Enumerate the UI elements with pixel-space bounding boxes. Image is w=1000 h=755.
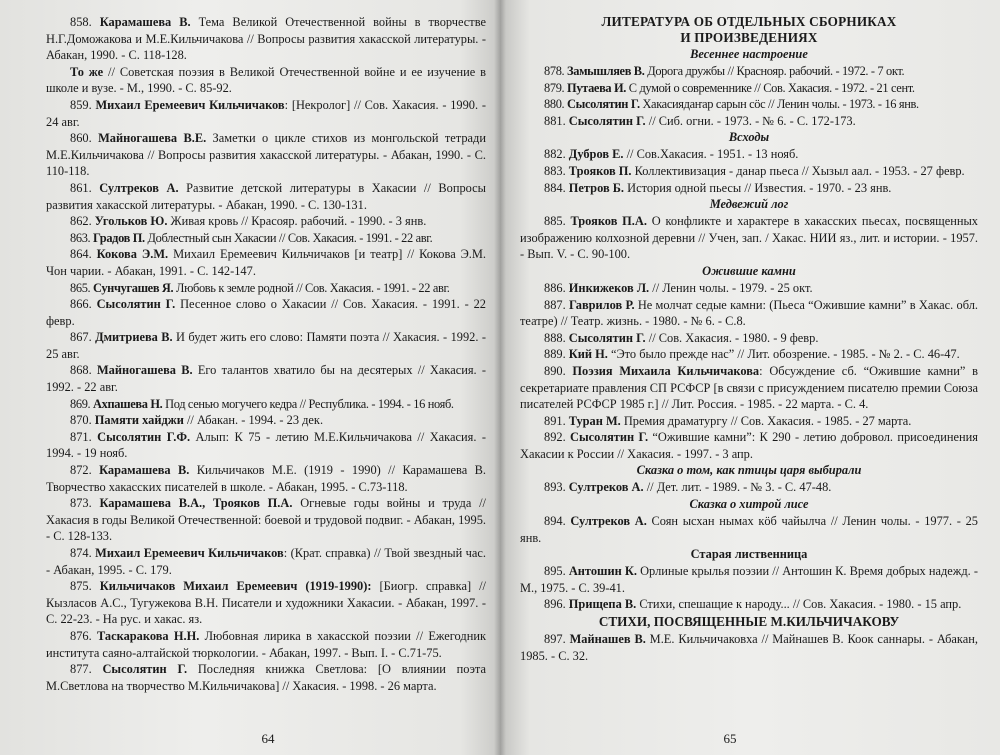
bibliography-entry [520,213,978,263]
entry-author: Майнашев В. [569,632,646,647]
bibliography-entry [46,230,486,247]
entry-number: 869. [70,396,91,411]
bibliography-entry [46,412,486,429]
entry-author: Замышляев В. [567,64,645,78]
entry-number: 870. [70,413,92,428]
entry-author: Султреков А. [570,514,647,529]
entry-number: 865. [70,280,91,295]
entry-text: // Сиб. огни. - 1973. - № 6. - С. 172-173. [645,113,856,128]
entry-number: 895. [544,564,566,579]
entry-text: Дорога дружбы // Краснояр. рабочий. - 1972. - 7 окт. [644,64,905,78]
left-entries-list [46,14,486,694]
entry-author: Карамашева В. [99,463,190,478]
entry-author: Гаврилов Р. [568,297,635,312]
entry-author: Инкижеков Л. [568,280,650,295]
bibliography-entry [46,628,486,661]
entry-text: Огневые годы войны и труда // Хакасия в годы Великой Отечественной: боевой и трудовой подвиг. - Абакан, 1995. - С. 128-133. [46,496,486,544]
entry-text: Песенное слово о Хакасии // Сов. Хакасия. - 1991. - 22 февр. [46,297,486,328]
entry-text: // Сов. Хакасия. - 1980. - 9 февр. [645,330,819,345]
subsection-heading: Старая лиственница [690,547,808,562]
entry-author: Кий Н. [568,347,608,362]
bibliography-entry [46,545,486,578]
bibliography-entry [46,578,486,628]
bibliography-entry [46,180,486,213]
bibliography-entry [520,96,978,113]
entry-number: 882. [544,147,566,162]
entry-author: Сысолятин Г. [96,297,176,312]
entry-number: 863. [70,230,91,245]
entry-text: // Дет. лит. - 1989. - № 3. - С. 47-48. [643,480,832,495]
entry-number: 868. [70,363,92,378]
entry-text: // Сов.Хакасия. - 1951. - 13 нояб. [623,147,799,162]
entry-number: 874. [70,546,92,560]
bibliography-entry [46,429,486,462]
entry-text: : [Некролог] // Сов. Хакасия. - 1990. - 24 авг. [46,97,486,129]
entry-number: 879. [544,80,565,95]
entry-text: “Это было прежде нас” // Лит. обозрение. - 1985. - № 2. - С. 46-47. [607,347,960,362]
entry-author: Сысолятин Г.Ф. [97,429,191,444]
entry-number: 894. [544,514,566,529]
bibliography-entry [520,297,978,330]
entry-author: Антошин К. [568,564,637,579]
entry-author: Петров Б. [568,180,625,195]
entry-text: Кильчичаков М.Е. (1919 - 1990) // Карамашева В. Творчество хакасских писателей в школе. - Абакан, 1995. - С.73-118. [46,463,486,494]
right-sections-list [520,46,978,664]
entry-number: 878. [544,64,565,78]
bibliography-entry [46,246,486,279]
bibliography-entry [520,363,978,413]
entry-text: Под сенью могучего кедра // Республика. - 1994. - 16 нояб. [162,396,454,411]
entry-number: 890. [544,363,566,378]
bibliography-entry [46,97,486,130]
bibliography-entry [520,63,978,80]
entry-number: 889. [544,347,566,362]
bibliography-entry [46,495,486,545]
entry-number: 871. [70,429,92,444]
entry-author: Майногашева В. [96,363,193,378]
bibliography-entry [520,163,978,180]
entry-number: 872. [70,463,92,478]
entry-author: Трояков П. [568,163,632,178]
bibliography-entry [46,213,486,230]
entry-number: 884. [544,180,566,195]
entry-author: Градов П. [93,230,145,245]
entry-author: Дмитриева В. [95,330,173,345]
entry-text: Хакасиядаҥар сарын сӧс // Ленин чолы. - 1973. - 16 янв. [639,97,919,112]
entry-author: Путаева И. [567,80,627,95]
entry-number: 885. [544,214,566,229]
entry-text: Заметки о цикле стихов из монгольской тетради М.Е.Кильчичакова // Вопросы развития хакасской литературы. - Абакан, 1990. - С. 110-118. [46,131,486,179]
bibliography-entry [520,413,978,430]
entry-text: “Ожившие камни”: К 290 - летию добровол. присоединения Хакасии к России // Хакасия. - 1997. - 3 апр. [520,430,978,461]
entry-number: 896. [544,597,566,612]
entry-author: Султреков А. [568,480,644,495]
entry-text: История одной пьесы // Известия. - 1970. - 23 янв. [624,180,892,195]
bibliography-entry [46,130,486,180]
bibliography-entry [46,329,486,362]
entry-text: Последняя книжка Светлова: [О влиянии поэта М.Светлова на творчество М.Кильчичакова] // Хакасия. - 1998. - 26 марта. [46,662,486,693]
entry-number: 861. [70,180,92,195]
entry-number: 880. [544,97,565,112]
entry-author: Кильчичаков Михаил Еремеевич (1919-1990): [99,579,372,594]
entry-number: 891. [544,413,566,428]
entry-text: Соян ысхан нымах кӧб чайылча // Ленин чолы. - 1977. - 25 янв. [520,514,978,545]
entry-text: М.Е. Кильчичаковха // Майнашев В. Коок саннары. - Абакан, 1985. - С. 32. [520,632,978,663]
entry-author: Трояков П.А. [570,214,647,229]
entry-author: Кокова Э.М. [96,247,169,262]
entry-number: 897. [544,632,566,647]
bibliography-entry [46,14,486,64]
entry-author: Туран М. [568,413,621,428]
entry-author: Майногашева В.Е. [98,131,207,146]
bibliography-entry [520,479,978,496]
bibliography-entry [46,362,486,395]
entry-author: Таскаракова Н.Н. [96,628,200,643]
entry-author: Сысолятин Г. [568,330,646,345]
book-gutter [494,0,506,755]
subsection-heading: Ожившие камни [702,263,796,278]
entry-author: Сысолятин Г. [570,430,649,445]
entry-text: // Ленин чолы. - 1979. - 25 окт. [649,280,813,295]
entry-author: Сысолятин Г. [568,113,646,128]
entry-author: Прищепа В. [568,597,637,612]
entry-text: Его талантов хватило бы на десятерых // Хакасия. - 1992. - 22 авг. [46,363,486,395]
entry-author: Карамашева В.А., Трояков П.А. [99,496,293,511]
entry-number: 881. [544,113,566,128]
bibliography-entry [46,396,486,413]
entry-number: 876. [70,628,92,643]
bibliography-entry [520,631,978,664]
entry-number: 886. [544,280,566,295]
entry-text: Доблестный сын Хакасии // Сов. Хакасия. - 1991. - 22 авг. [144,230,433,245]
entry-text: Любовная лирика в хакасской поэзии // Ежегодник института саяно-алтайской тюркологии. - Абакан, 1997. - Вып. I. - С.71-75. [46,628,486,660]
subsection-heading: Сказка о том, как птицы царя выбирали [636,463,862,478]
entry-author: Михаил Еремеевич Кильчичаков [95,97,285,112]
bibliography-entry [520,280,978,297]
entry-text: // Абакан. - 1994. - 23 дек. [183,413,324,428]
entry-text: : Обсуждение сб. “Ожившие камни” в секретариате правления СП РСФСР [в связи с присуждением писателю премии Союза писателей РСФСР 1985 г.] // Лит. Россия. - 1985. - 22 марта. - С. 4. [520,363,978,412]
bibliography-entry [520,113,978,130]
page-number-right: 65 [723,731,737,746]
entry-number: 866. [70,297,92,312]
entry-number: 888. [544,330,566,345]
entry-number: 883. [544,163,566,178]
entry-number: 887. [544,297,566,312]
entry-number: 860. [70,131,92,146]
bibliography-entry [46,64,486,97]
entry-text: Орлиные крылья поэзии // Антошин К. Время добрых надежд. - М., 1975. - С. 39-41. [520,564,979,595]
subsection-heading: Медвежий лог [709,197,789,212]
entry-number: 873. [70,496,92,511]
entry-number: 858. [70,15,92,29]
section-title-line2: И ПРОИЗВЕДЕНИЯХ [680,30,818,45]
entry-number: 892. [544,430,566,445]
entry-text: Михаил Еремеевич Кильчичаков [и театр] // Кокова Э.М. Чон чарии. - Абакан, 1991. - С. 142-147. [46,247,487,278]
bibliography-entry [520,146,978,163]
entry-author: Сысолятин Г. [567,97,640,112]
entry-text: Премия драматургу // Сов. Хакасия. - 1985. - 27 марта. [620,413,912,428]
entry-author: Памяти хайджи [94,413,184,428]
entry-text: Не молчат седые камни: (Пьеса “Ожившие камни” в Хакас. обл. театре) // Театр. жизнь. - 1980. - № 6. - С.8. [520,297,978,329]
bibliography-entry [520,180,978,197]
bibliography-entry [520,429,978,462]
bibliography-entry [520,346,978,363]
entry-text: Тема Великой Отечественной войны в творчестве Н.Г.Доможакова и М.Е.Кильчичакова // Вопросы развития хакасской литературы. - Абакан, 1990. - С. 118-128. [46,15,487,63]
entry-number: 864. [70,247,92,262]
entry-author: Угольков Ю. [94,214,168,229]
entry-text: И будет жить его слово: Памяти поэта // Хакасия. - 1992. - 25 авг. [46,330,486,361]
entry-number: 893. [544,480,566,495]
entry-text: Развитие детской литературы в Хакасии // Вопросы развития хакасской литературы. - Абакан, 1990. - С. 130-131. [46,180,486,212]
entry-author: Сысолятин Г. [102,662,188,677]
entry-number: 867. [70,330,92,345]
entry-author: Дубров Е. [568,147,624,162]
entry-text: Стихи, спешащие к народу... // Сов. Хакасия. - 1980. - 15 апр. [636,597,962,612]
entry-author: Карамашева В. [99,15,191,29]
entry-author: Ахпашева Н. [93,396,163,411]
bibliography-entry [520,513,978,546]
entry-author: Поэзия Михаила Кильчичакова [572,363,760,378]
subsection-heading: Сказка о хитрой лисе [689,497,809,512]
bibliography-entry [520,563,978,596]
entry-text: С думой о современнике // Сов. Хакасия. - 1972. - 21 сент. [626,80,915,95]
entry-text: // Советская поэзия в Великой Отечественной войне и ее изучение в школе и вузе. - М., 1990. - С. 85-92. [46,64,486,96]
entry-number: 859. [70,97,92,112]
bibliography-entry [520,80,978,97]
entry-number: 875. [70,579,92,594]
entry-text: [Биогр. справка] // Кызласов А.С., Тугужекова В.Н. Писатели и художники Хакасии. - Абакан, 1997. - С. 22-23. - На рус. и хакас. яз. [46,579,486,627]
bibliography-entry [46,280,486,297]
bibliography-entry [46,661,486,694]
entry-number: 862. [70,214,92,229]
page-number-left: 64 [261,731,275,746]
entry-number: 877. [70,662,92,677]
entry-text: Любовь к земле родной // Сов. Хакасия. - 1991. - 22 авг. [173,280,450,295]
bibliography-entry [46,462,486,495]
entry-author: Михаил Еремеевич Кильчичаков [95,546,284,560]
section-title-line1: ЛИТЕРАТУРА ОБ ОТДЕЛЬНЫХ СБОРНИКАХ [601,14,897,29]
bibliography-entry [520,596,978,613]
entry-text: Живая кровь // Красояр. рабочий. - 1990. - 3 янв. [167,214,427,229]
right-page [500,0,1000,755]
entry-text: : (Крат. справка) // Твой звездный час. - Абакан, 1995. - С. 179. [46,546,486,577]
subsection-heading: Весеннее настроение [690,47,808,61]
entry-text: О конфликте и характере в хакасских пьесах, посвященных изображению колхозной деревни // Учен, зап. / Хакас. НИИ яз., лит. и истории. - 1957. - Вып. V. - С. 90-100. [520,214,979,262]
entry-text: Коллективизация - данар пьеса // Хызыл аал. - 1953. - 27 февр. [631,163,965,178]
entry-author: То же [70,64,104,79]
bibliography-entry [520,330,978,347]
subsection-heading: Всходы [728,130,770,145]
bibliography-entry [46,296,486,329]
entry-text: Алып: К 75 - летию М.Е.Кильчичакова // Хакасия. - 1994. - 19 нояб. [46,429,486,461]
subsection-heading: СТИХИ, ПОСВЯЩЕННЫЕ М.КИЛЬЧИЧАКОВУ [598,614,900,630]
entry-author: Сунчугашев Я. [93,280,174,295]
entry-author: Султреков А. [99,180,179,195]
